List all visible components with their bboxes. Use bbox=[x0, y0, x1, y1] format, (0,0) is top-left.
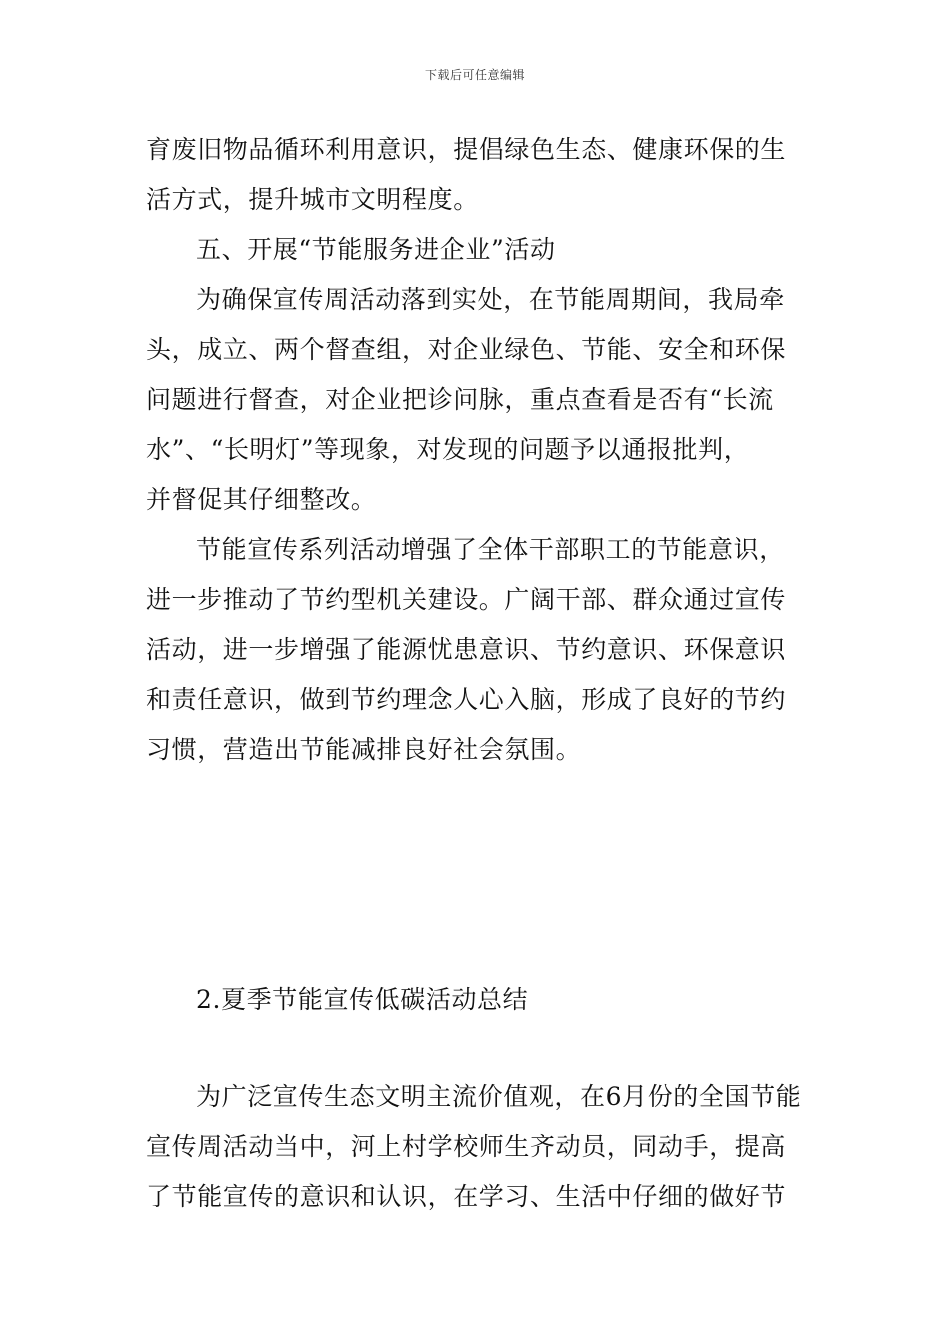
body-line: 育废旧物品循环利用意识，提倡绿色生态、健康环保的生 bbox=[146, 135, 787, 164]
body-line: 并督促其仔细整改。 bbox=[146, 485, 377, 514]
body-line: 和责任意识，做到节约理念人心入脑，形成了良好的节约 bbox=[146, 685, 787, 714]
body-line: 为确保宣传周活动落到实处，在节能周期间，我局牵 bbox=[196, 285, 785, 314]
body-line: 活动，进一步增强了能源忧患意识、节约意识、环保意识 bbox=[146, 635, 787, 664]
section-heading: 五、开展“节能服务进企业”活动 bbox=[196, 235, 556, 264]
body-line: 节能宣传系列活动增强了全体干部职工的节能意识， bbox=[196, 535, 785, 564]
body-line: 宣传周活动当中，河上村学校师生齐动员，同动手，提高 bbox=[146, 1132, 787, 1161]
body-line: 活方式，提升城市文明程度。 bbox=[146, 185, 479, 214]
body-line: 水”、“长明灯”等现象，对发现的问题予以通报批判， bbox=[146, 435, 750, 464]
body-line: 习惯，营造出节能减排良好社会氛围。 bbox=[146, 735, 582, 764]
body-line: 进一步推动了节约型机关建设。广阔干部、群众通过宣传 bbox=[146, 585, 787, 614]
page-header: 下载后可任意编辑 bbox=[424, 68, 525, 82]
body-line: 了节能宣传的意识和认识，在学习、生活中仔细的做好节 bbox=[146, 1182, 787, 1211]
body-line: 为广泛宣传生态文明主流价值观，在6月份的全国节能 bbox=[196, 1082, 802, 1111]
body-line: 问题进行督查，对企业把诊问脉，重点查看是否有“长流 bbox=[146, 385, 774, 414]
article-title: 2.夏季节能宣传低碳活动总结 bbox=[196, 985, 529, 1014]
body-line: 头，成立、两个督查组，对企业绿色、节能、安全和环保 bbox=[146, 335, 787, 364]
